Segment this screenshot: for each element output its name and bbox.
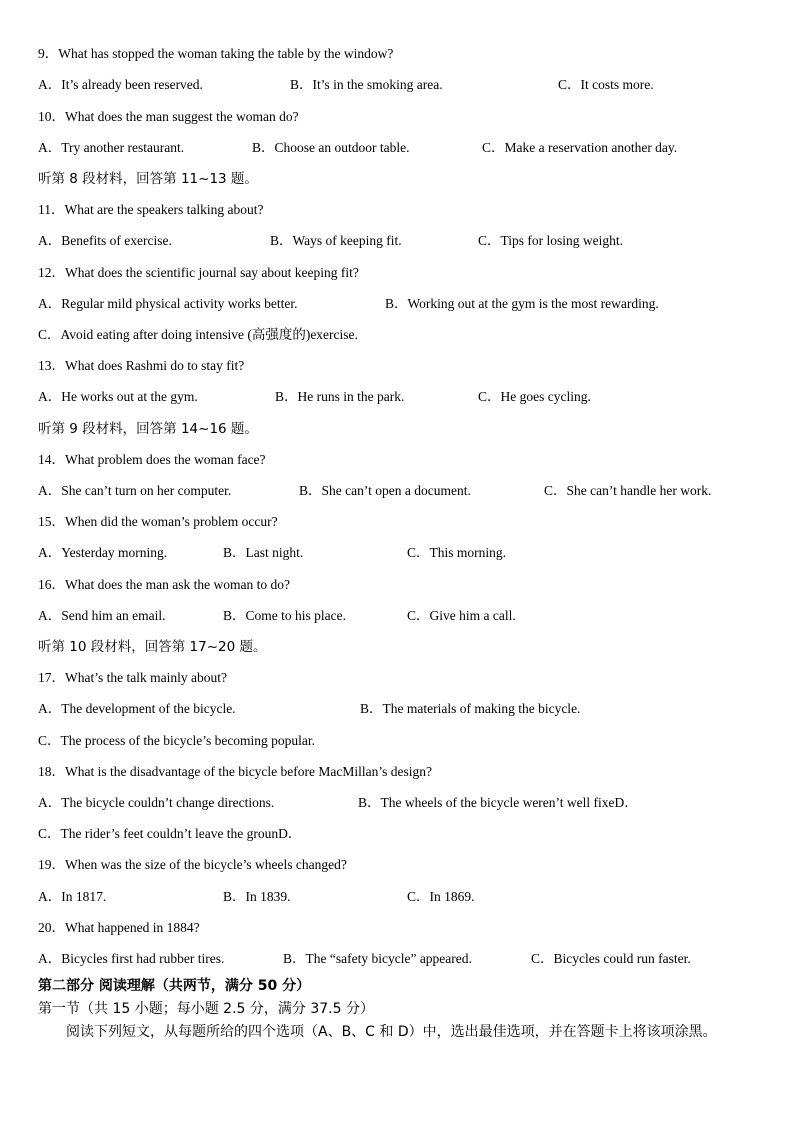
- option-12a: A．Regular mild physical activity works better.: [38, 296, 298, 311]
- section-10-heading: 听第 10 段材料，回答第 17~20 题。: [38, 639, 267, 655]
- option-17a: A．The development of the bicycle.: [38, 701, 236, 716]
- option-13c: C．He goes cycling.: [478, 389, 591, 404]
- question-17: 17．What’s the talk mainly about?: [38, 670, 227, 685]
- question-9: 9．What has stopped the woman taking the table by the window?: [38, 46, 394, 61]
- option-19a: A．In 1817.: [38, 889, 107, 904]
- question-20: 20．What happened in 1884?: [38, 920, 200, 935]
- option-19c: C．In 1869.: [407, 889, 475, 904]
- reading-instructions: 阅读下列短文，从每题所给的四个选项（A、B、C 和 D）中，选出最佳选项，并在答题卡上将该项涂黑。: [66, 1024, 717, 1040]
- question-13: 13．What does Rashmi do to stay fit?: [38, 358, 245, 373]
- option-11c: C．Tips for losing weight.: [478, 233, 624, 248]
- option-12c: C．Avoid eating after doing intensive (高强度的)exercise.: [38, 327, 358, 342]
- option-18b: B．The wheels of the bicycle weren’t well fixeD．: [358, 795, 638, 810]
- question-16: 16．What does the man ask the woman to do?: [38, 577, 290, 592]
- option-9c: C．It costs more.: [558, 77, 654, 92]
- option-20c: C．Bicycles could run faster.: [531, 951, 691, 966]
- option-9a: A．It’s already been reserved.: [38, 77, 203, 92]
- question-12: 12．What does the scientific journal say about keeping fit?: [38, 265, 359, 280]
- question-14: 14．What problem does the woman face?: [38, 452, 266, 467]
- option-14a: A．She can’t turn on her computer.: [38, 483, 232, 498]
- option-16a: A．Send him an email.: [38, 608, 166, 623]
- option-16c: C．Give him a call.: [407, 608, 516, 623]
- section-8-heading: 听第 8 段材料，回答第 11~13 题。: [38, 171, 258, 187]
- option-9b: B．It’s in the smoking area.: [290, 77, 443, 92]
- option-18c: C．The rider’s feet couldn’t leave the grounD．: [38, 826, 302, 841]
- option-10c: C．Make a reservation another day.: [482, 140, 678, 155]
- option-10b: B．Choose an outdoor table.: [252, 140, 410, 155]
- option-13b: B．He runs in the park.: [275, 389, 405, 404]
- question-10: 10．What does the man suggest the woman do?: [38, 109, 299, 124]
- section-1-title: 第一节（共 15 小题；每小题 2.5 分，满分 37.5 分）: [38, 1001, 374, 1017]
- option-20b: B．The “safety bicycle” appeared.: [283, 951, 472, 966]
- option-15c: C．This morning.: [407, 545, 507, 560]
- option-19b: B．In 1839.: [223, 889, 291, 904]
- option-14c: C．She can’t handle her work.: [544, 483, 712, 498]
- option-18a: A．The bicycle couldn’t change directions.: [38, 795, 275, 810]
- section-9-heading: 听第 9 段材料，回答第 14~16 题。: [38, 421, 258, 437]
- question-19: 19．When was the size of the bicycle’s wheels changed?: [38, 857, 347, 872]
- option-11a: A．Benefits of exercise.: [38, 233, 172, 248]
- option-10a: A．Try another restaurant.: [38, 140, 185, 155]
- question-15: 15．When did the woman’s problem occur?: [38, 514, 278, 529]
- option-15b: B．Last night.: [223, 545, 304, 560]
- option-20a: A．Bicycles first had rubber tires.: [38, 951, 225, 966]
- option-17c: C．The process of the bicycle’s becoming popular.: [38, 733, 316, 748]
- option-15a: A．Yesterday morning.: [38, 545, 168, 560]
- option-11b: B．Ways of keeping fit.: [270, 233, 402, 248]
- option-12b: B．Working out at the gym is the most rewarding.: [385, 296, 659, 311]
- question-11: 11．What are the speakers talking about?: [38, 202, 264, 217]
- part-2-title: 第二部分 阅读理解（共两节，满分 50 分）: [38, 978, 311, 994]
- option-16b: B．Come to his place.: [223, 608, 346, 623]
- question-18: 18．What is the disadvantage of the bicycle before MacMillan’s design?: [38, 764, 432, 779]
- option-17b: B．The materials of making the bicycle.: [360, 701, 581, 716]
- option-13a: A．He works out at the gym.: [38, 389, 198, 404]
- option-14b: B．She can’t open a document.: [299, 483, 471, 498]
